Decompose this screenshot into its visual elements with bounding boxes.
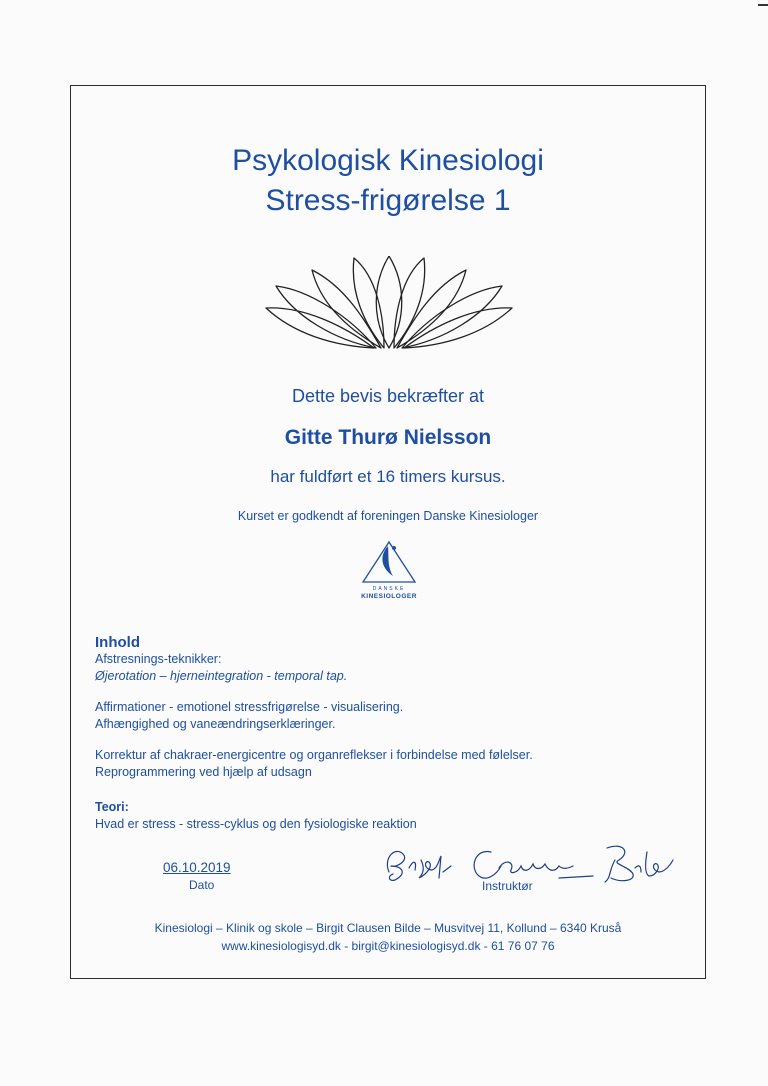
scan-mark <box>758 4 768 6</box>
content-heading: Inhold <box>95 634 140 651</box>
certificate-subtitle: Stress-frigørelse 1 <box>265 184 511 217</box>
content-chakra-2: Reprogrammering ved hjælp af udsagn <box>95 765 312 779</box>
certificate-title: Psykologisk Kinesiologi <box>232 144 544 177</box>
logo-line-main: KINESIOLOGER <box>361 593 417 600</box>
theory-heading: Teori: <box>95 800 129 814</box>
approved-text: Kurset er godkendt af foreningen Danske Kinesiologer <box>237 509 539 523</box>
content-section <box>95 634 685 833</box>
date-label: Dato <box>189 878 215 892</box>
footer-address: Kinesiologi – Klinik og skole – Birgit Clausen Bilde – Musvitvej 11, Kollund – 6340 Kruså <box>154 921 622 935</box>
certificate-frame <box>70 85 706 979</box>
confirm-text: Dette bevis bekræfter at <box>291 386 485 406</box>
content-affirmations-2: Afhængighed og vaneændringserklæringer. <box>95 717 336 731</box>
logo-line-small: DANSKE <box>372 586 406 592</box>
triangle-logo-icon <box>339 536 439 586</box>
danske-kinesiologer-logo <box>339 536 439 604</box>
content-chakra-1: Korrektur af chakraer-energicentre og organreflekser i forbindelse med følelser. <box>95 748 533 762</box>
footer-contact: www.kinesiologisyd.dk - birgit@kinesiologisyd.dk - 61 76 07 76 <box>221 939 555 953</box>
theory-line: Hvad er stress - stress-cyklus og den fysiologiske reaktion <box>95 817 417 831</box>
content-techniques: Øjerotation – hjerneintegration - temporal tap. <box>95 669 348 683</box>
date-value: 06.10.2019 <box>163 860 231 875</box>
lotus-icon <box>264 256 514 351</box>
instructor-label: Instruktør <box>482 879 533 893</box>
content-intro: Afstresnings-teknikker: <box>95 652 222 666</box>
completed-text: har fuldført et 16 timers kursus. <box>270 467 506 486</box>
content-affirmations-1: Affirmationer - emotionel stressfrigørelse - visualisering. <box>95 700 404 714</box>
recipient-name: Gitte Thurø Nielsson <box>284 426 492 449</box>
